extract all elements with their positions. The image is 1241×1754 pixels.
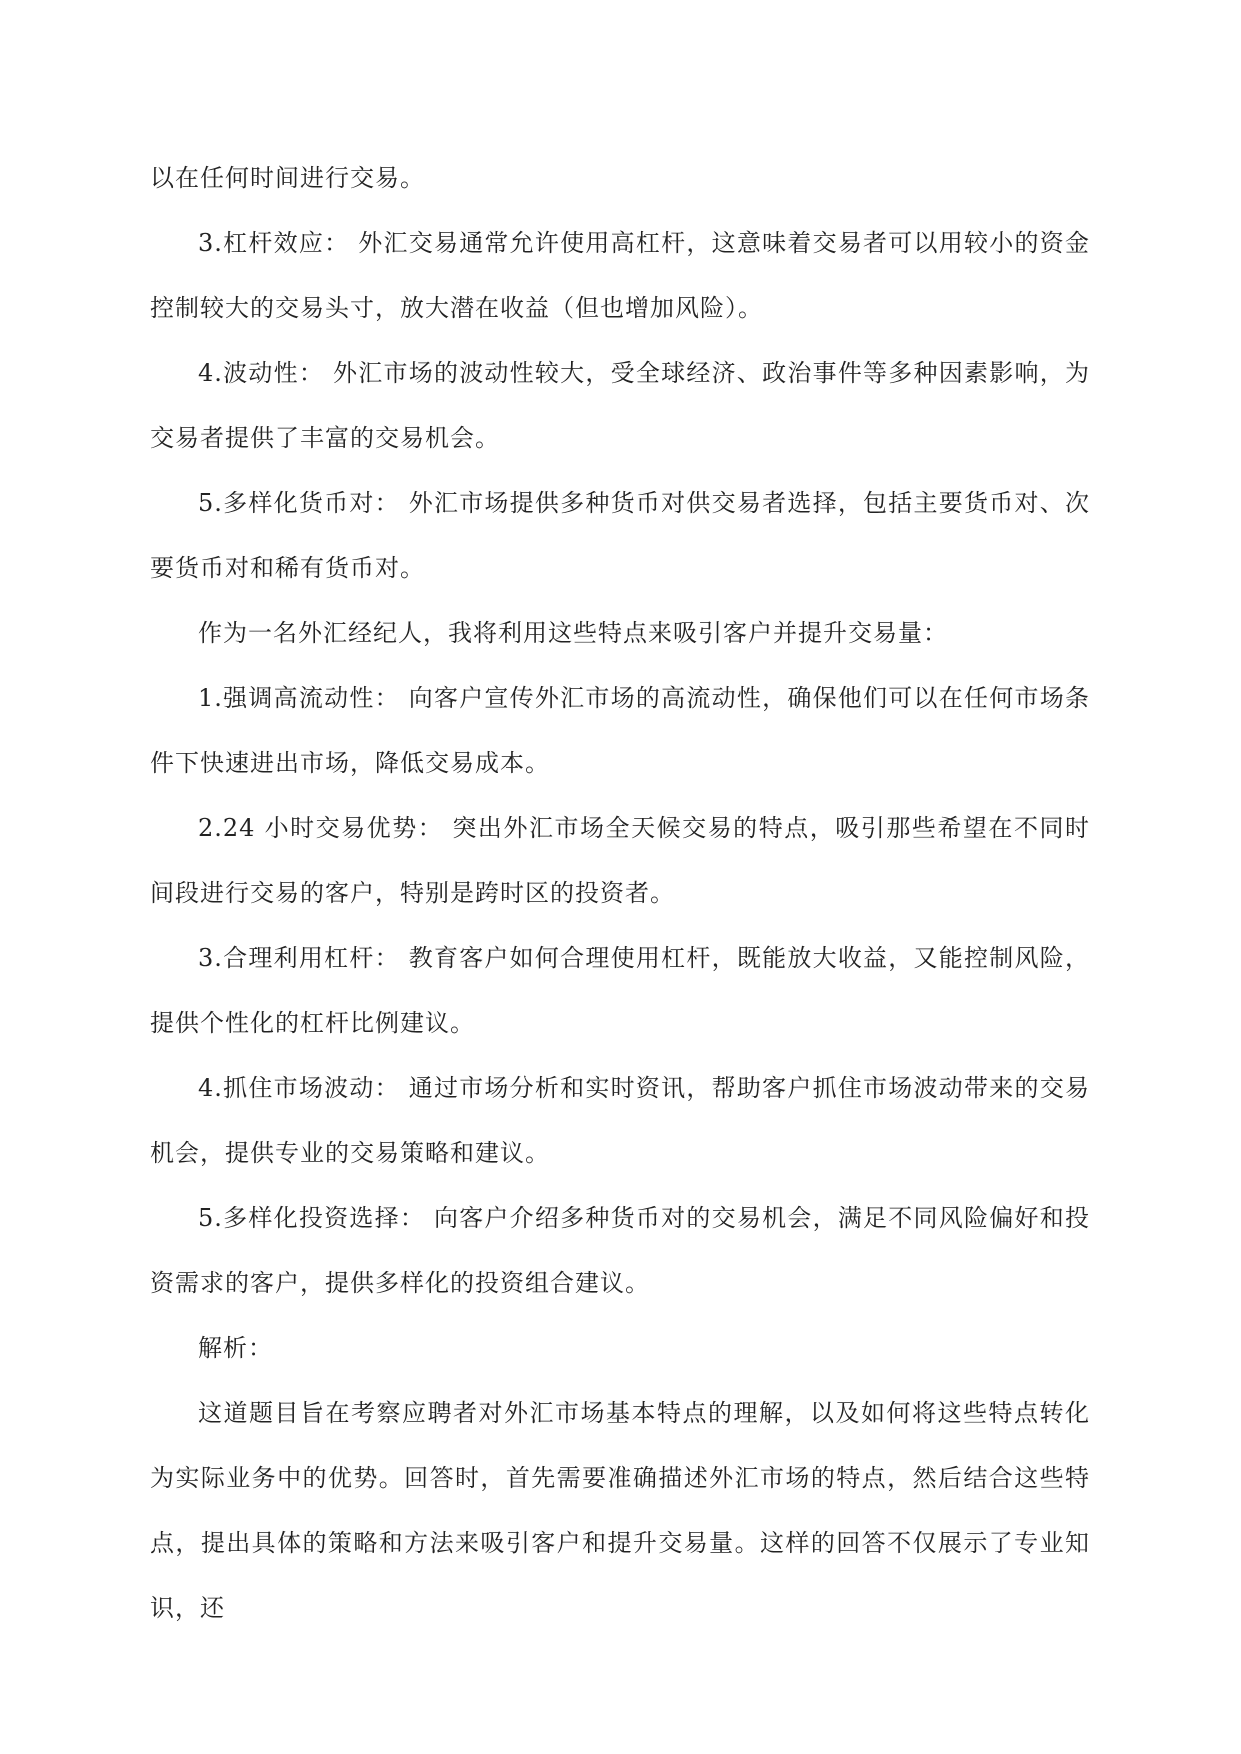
paragraph-strategy-24h: 2.24 小时交易优势： 突出外汇市场全天候交易的特点，吸引那些希望在不同时间段进行交易的客户，特别是跨时区的投资者。 (150, 814, 1090, 907)
paragraph-broker-intro: 作为一名外汇经纪人，我将利用这些特点来吸引客户并提升交易量： (198, 619, 948, 647)
document-body (150, 146, 1090, 1641)
paragraph-continuation: 以在任何时间进行交易。 (150, 164, 425, 192)
paragraph-strategy-leverage: 3.合理利用杠杆： 教育客户如何合理使用杠杆，既能放大收益，又能控制风险，提供个性化的杠杆比例建议。 (150, 944, 1090, 1037)
paragraph-feature-volatility: 4.波动性： 外汇市场的波动性较大，受全球经济、政治事件等多种因素影响，为交易者提供了丰富的交易机会。 (150, 359, 1090, 452)
paragraph-strategy-volatility: 4.抓住市场波动： 通过市场分析和实时资讯，帮助客户抓住市场波动带来的交易机会，提供专业的交易策略和建议。 (150, 1074, 1090, 1167)
paragraph-analysis-body: 这道题目旨在考察应聘者对外汇市场基本特点的理解，以及如何将这些特点转化为实际业务中的优势。回答时，首先需要准确描述外汇市场的特点，然后结合这些特点，提出具体的策略和方法来吸引客户和提升交易量。这样的回答不仅展示了专业知识，还 (150, 1399, 1090, 1622)
paragraph-feature-currency-pairs: 5.多样化货币对： 外汇市场提供多种货币对供交易者选择，包括主要货币对、次要货币对和稀有货币对。 (150, 489, 1090, 582)
paragraph-strategy-diversification: 5.多样化投资选择： 向客户介绍多种货币对的交易机会，满足不同风险偏好和投资需求的客户，提供多样化的投资组合建议。 (150, 1204, 1090, 1297)
paragraph-feature-leverage: 3.杠杆效应： 外汇交易通常允许使用高杠杆，这意味着交易者可以用较小的资金控制较大的交易头寸，放大潜在收益（但也增加风险）。 (150, 229, 1090, 322)
paragraph-analysis-heading: 解析： (198, 1334, 273, 1362)
paragraph-strategy-liquidity: 1.强调高流动性： 向客户宣传外汇市场的高流动性，确保他们可以在任何市场条件下快速进出市场，降低交易成本。 (150, 684, 1090, 777)
